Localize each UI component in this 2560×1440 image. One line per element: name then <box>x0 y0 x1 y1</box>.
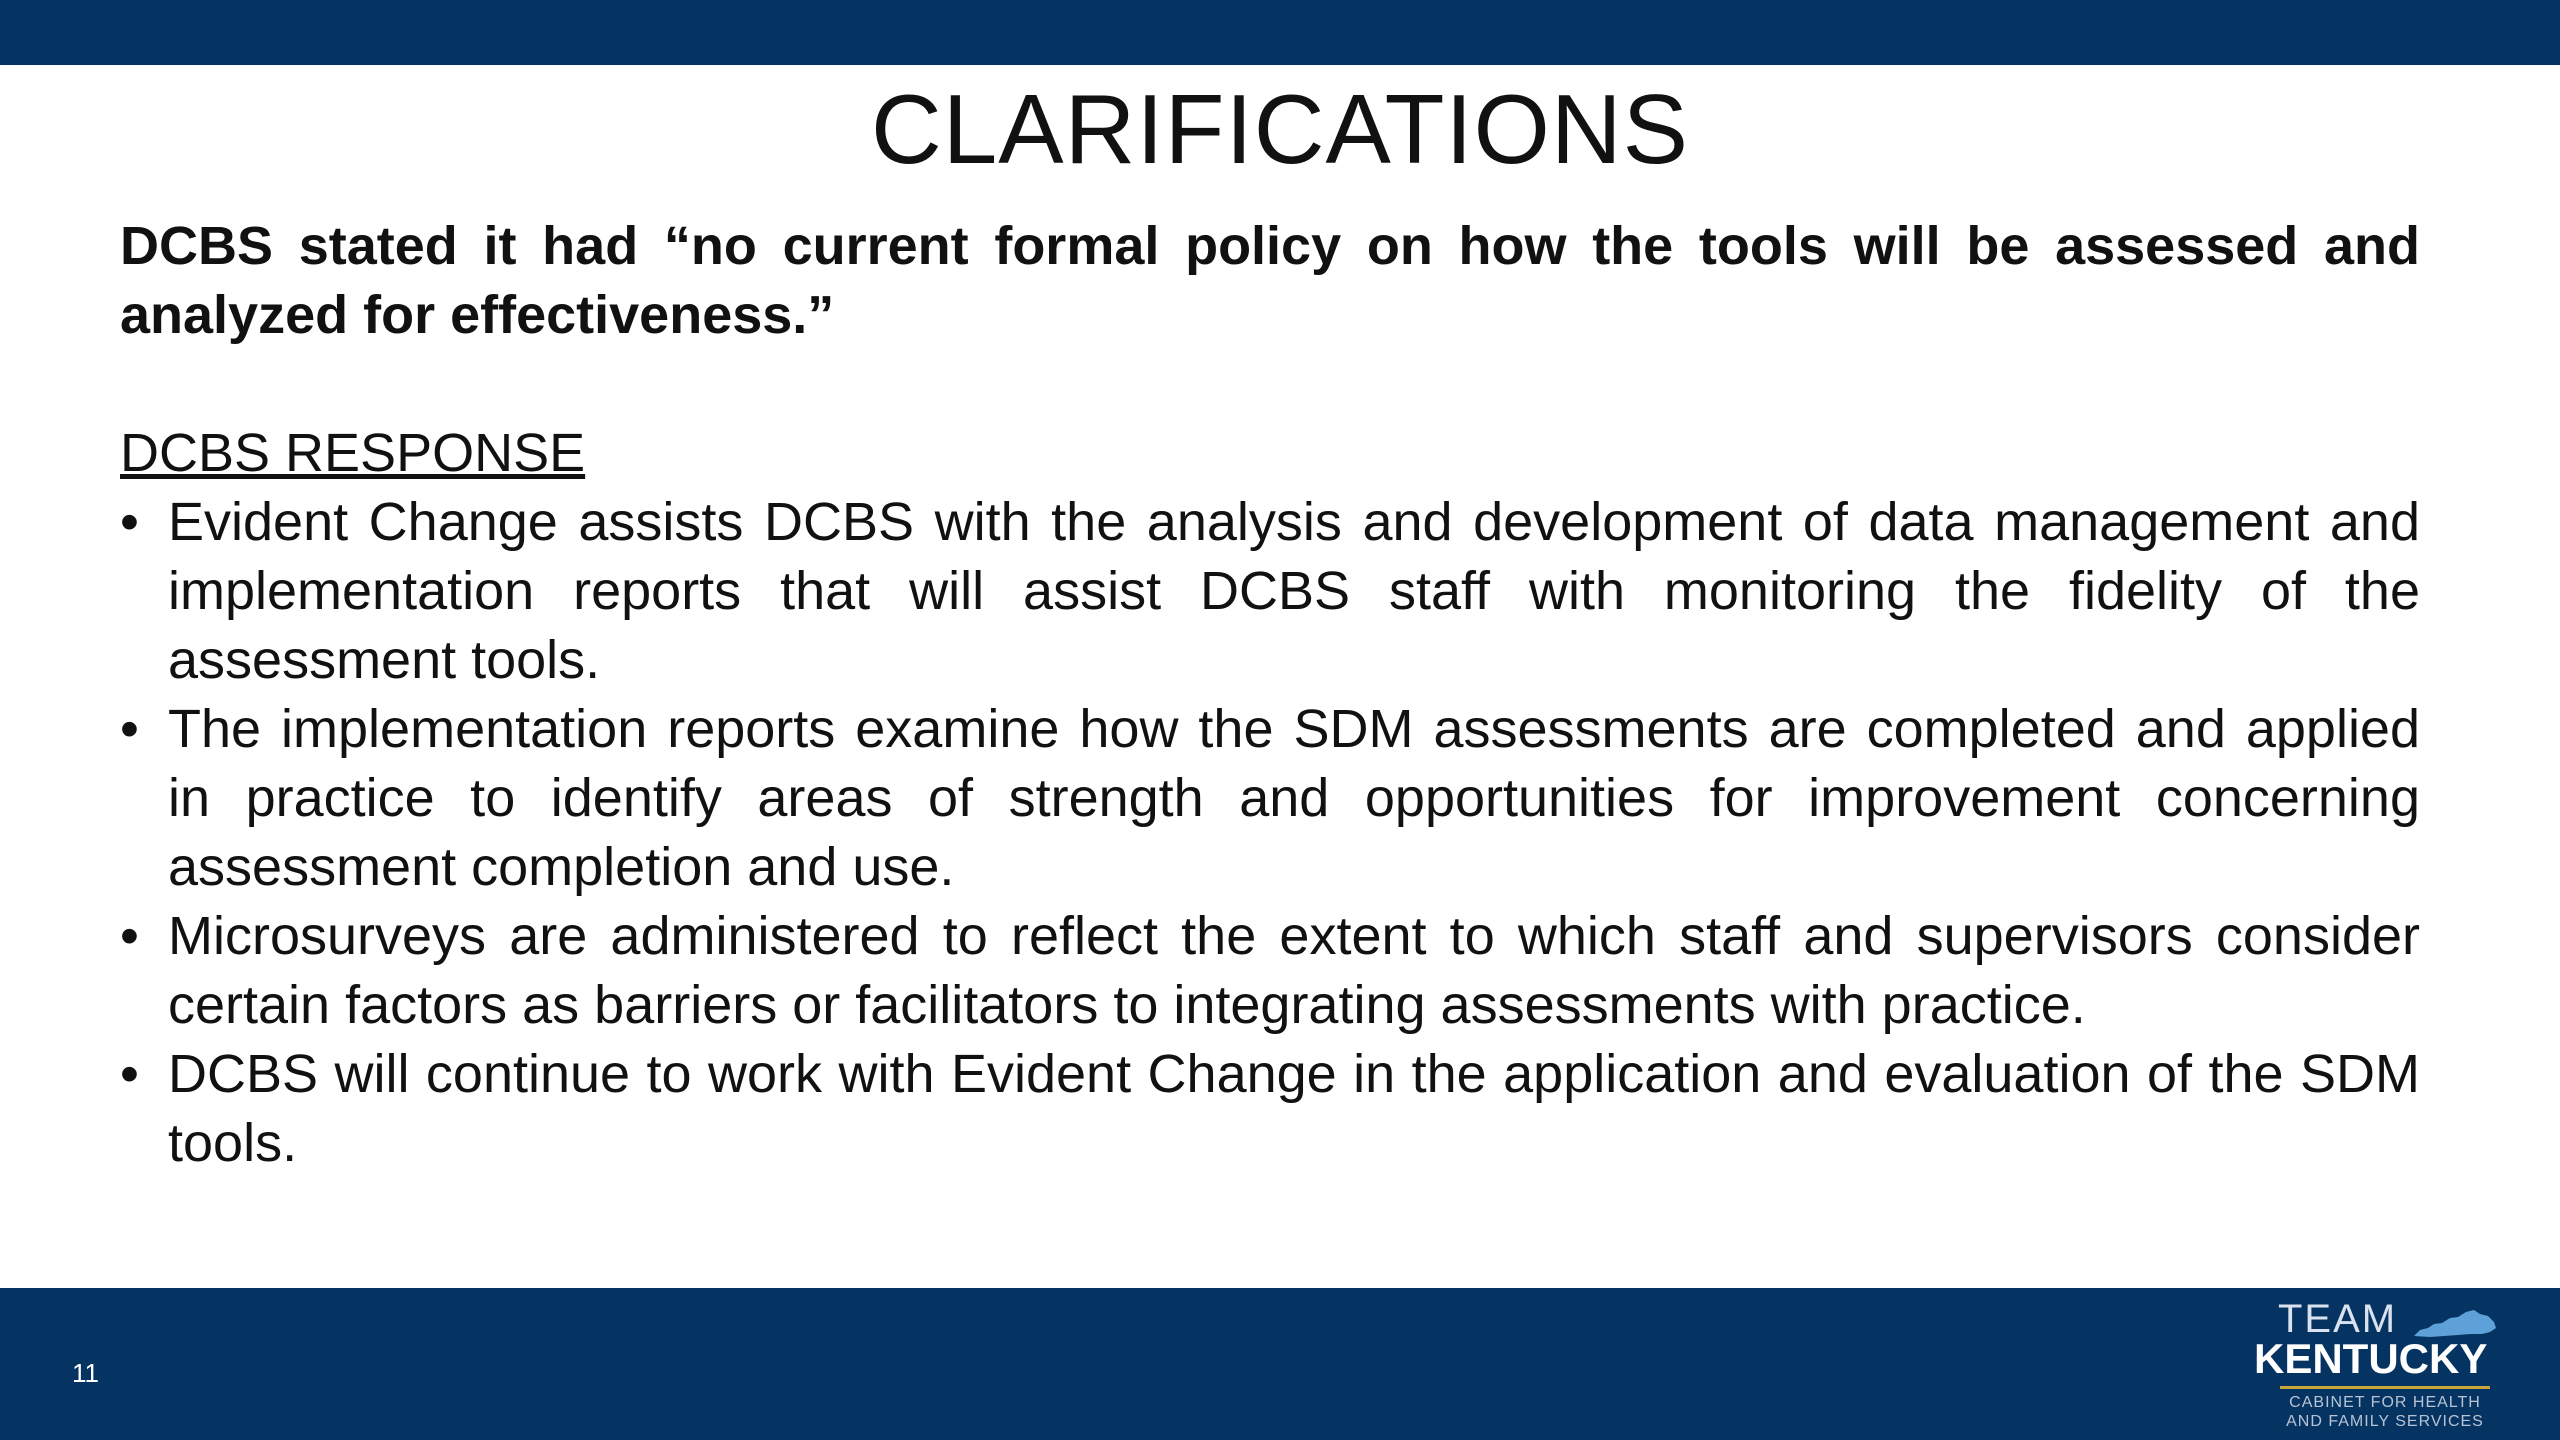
finding-statement: DCBS stated it had “no current formal policy on how the tools will be assessed and analyzed for effectiveness.” <box>120 216 2420 345</box>
slide-content <box>120 212 2420 1178</box>
bullet-icon: • <box>120 906 139 966</box>
bullet-text: Microsurveys are administered to reflect the extent to which staff and supervisors consider certain factors as barriers or facilitators to integrating assessments with practice. <box>168 906 2420 1035</box>
logo-cabinet-line: AND FAMILY SERVICES <box>2286 1413 2484 1430</box>
bullet-icon: • <box>120 699 139 759</box>
logo-cabinet-line: CABINET FOR HEALTH <box>2289 1394 2481 1411</box>
top-banner <box>0 0 2560 65</box>
logo-cabinet-text <box>2280 1393 2490 1431</box>
bullet-item <box>120 902 2420 1040</box>
logo-team-text: TEAM <box>2278 1297 2398 1341</box>
logo-divider <box>2280 1386 2490 1389</box>
slide-title: CLARIFICATIONS <box>870 74 1690 184</box>
bullet-item <box>120 1040 2420 1178</box>
bullet-text: DCBS will continue to work with Evident Change in the application and evaluation of the SDM tools. <box>168 1044 2420 1173</box>
response-heading: DCBS RESPONSE <box>120 423 586 483</box>
response-bullet-list <box>120 488 2420 1178</box>
bullet-icon: • <box>120 492 139 552</box>
team-kentucky-logo <box>2240 1296 2520 1436</box>
bullet-item <box>120 695 2420 902</box>
logo-state-text: KENTUCKY <box>2254 1335 2488 1382</box>
bullet-icon: • <box>120 1044 139 1104</box>
bottom-banner <box>0 1288 2560 1440</box>
bullet-item <box>120 488 2420 695</box>
bullet-text: The implementation reports examine how the SDM assessments are completed and applied in practice to identify areas of strength and opportunities for improvement concerning assessment completion and use. <box>168 699 2420 897</box>
slide-number: 11 <box>72 1358 99 1388</box>
bullet-text: Evident Change assists DCBS with the analysis and development of data management and implementation reports that will assist DCBS staff with monitoring the fidelity of the assessment tools. <box>168 492 2420 690</box>
